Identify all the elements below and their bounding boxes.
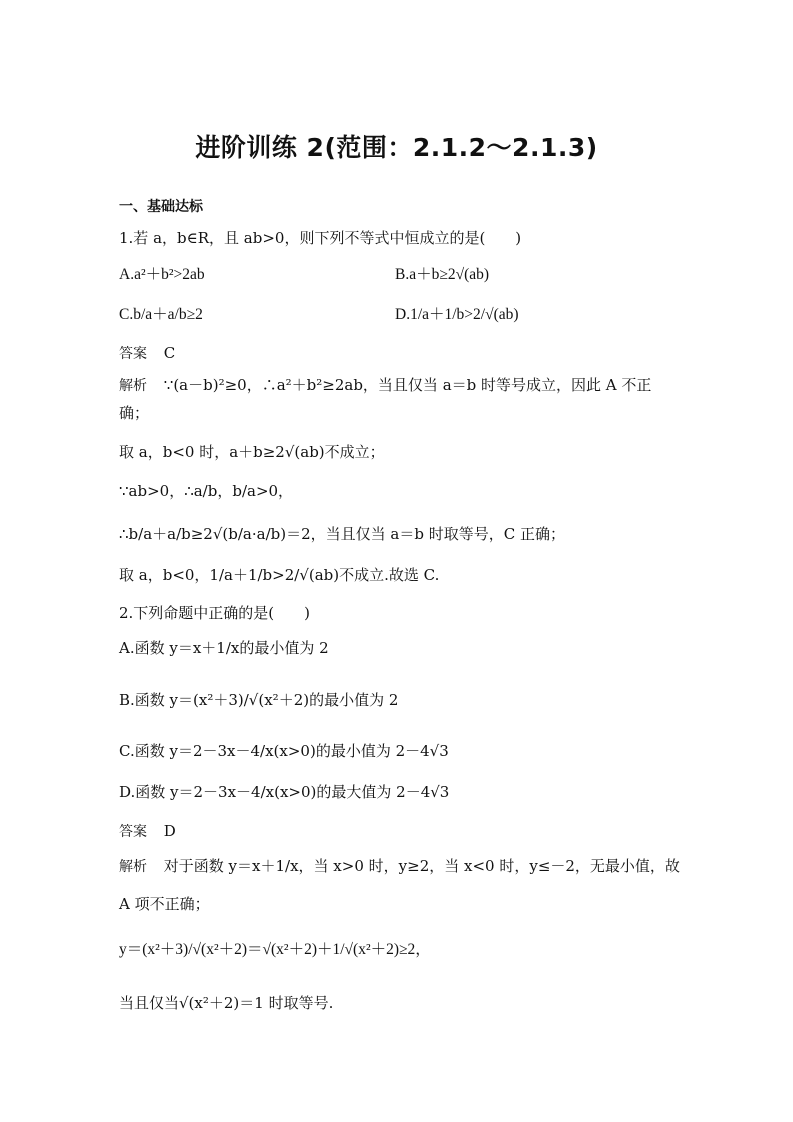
question-1-stem: 1.若 a，b∈R，且 ab>0，则下列不等式中恒成立的是( ) [119,229,522,247]
question-2-analysis-line-1 [119,856,680,877]
question-1-option-d: D.1/a＋1/b>2/√(ab) [395,306,519,323]
section-heading: 一、基础达标 [119,199,203,215]
question-2-analysis-line-2: A 项不正确； [119,895,210,913]
question-1-option-b: B.a＋b≥2√(ab) [395,266,490,283]
page-title: 进阶训练 2(范围：2.1.2～2.1.3) [195,133,598,162]
question-2-analysis-line-3: y＝(x²＋3)/√(x²＋2)＝√(x²＋2)＋1/√(x²＋2)≥2， [119,941,431,958]
question-1-answer [119,343,175,364]
answer-label: 答案 [119,824,147,840]
answer-label: 答案 [119,346,147,362]
question-1-analysis-line-3: 取 a，b<0 时，a＋b≥2√(ab)不成立； [119,443,385,461]
question-1-option-c: C.b/a＋a/b≥2 [119,306,203,323]
analysis-label: 解析 [119,378,147,394]
question-2-option-d: D.函数 y＝2－3x－4/x(x>0)的最大值为 2－4√3 [119,783,450,801]
question-1-analysis-line-1 [119,375,651,396]
question-2-analysis-line-4: 当且仅当√(x²＋2)＝1 时取等号. [119,994,334,1012]
question-2-stem: 2.下列命题中正确的是( ) [119,604,311,622]
question-1-analysis-line-6: 取 a，b<0，1/a＋1/b>2/√(ab)不成立.故选 C. [119,566,440,584]
answer-value: C [163,344,176,362]
analysis-label: 解析 [119,859,147,875]
question-1-analysis-line-4: ∵ab>0，∴a/b，b/a>0， [119,482,294,500]
question-2-option-c: C.函数 y＝2－3x－4/x(x>0)的最小值为 2－4√3 [119,742,449,760]
question-2-option-b: B.函数 y＝(x²＋3)/√(x²＋2)的最小值为 2 [119,691,399,709]
question-1-analysis-line-5: ∴b/a＋a/b≥2√(b/a·a/b)＝2，当且仅当 a＝b 时取等号，C 正确； [119,525,565,543]
answer-value: D [163,822,176,840]
question-2-option-a: A.函数 y＝x＋1/x的最小值为 2 [119,639,329,657]
question-1-option-a: A.a²＋b²>2ab [119,266,205,283]
analysis-text: ∵(a－b)²≥0，∴a²＋b²≥2ab，当且仅当 a＝b 时等号成立，因此 A 不正 [163,376,652,394]
question-1-analysis-line-2: 确； [119,404,150,422]
question-2-answer [119,821,176,842]
analysis-text: 对于函数 y＝x＋1/x，当 x>0 时，y≥2，当 x<0 时，y≤－2，无最小值，故 [163,857,680,875]
